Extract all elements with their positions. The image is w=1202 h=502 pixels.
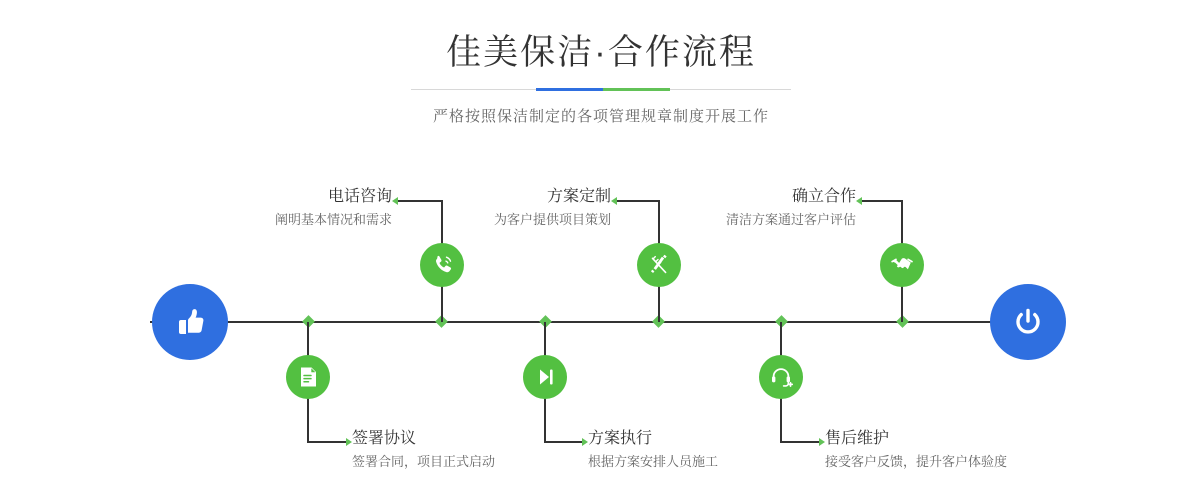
handshake-icon — [889, 252, 915, 278]
step-1-desc: 阐明基本情况和需求 — [274, 212, 392, 227]
step-1-title: 电话咨询 — [327, 188, 392, 205]
divider-accent-blue — [536, 88, 603, 91]
headset-support-icon — [768, 364, 794, 390]
step-6-title: 售后维护 — [825, 430, 890, 447]
header — [0, 30, 1202, 126]
step-4-icon-badge — [523, 355, 567, 399]
step-5-icon-badge — [880, 243, 924, 287]
step-6-desc: 接受客户反馈，提升客户体验度 — [825, 454, 1008, 469]
step-1-icon-badge — [420, 243, 464, 287]
step-2-icon-badge — [286, 355, 330, 399]
step-3-label — [400, 186, 611, 230]
connector-horizontal — [544, 441, 584, 443]
page-subtitle: 严格按照保洁制定的各项管理规章制度开展工作 — [432, 108, 769, 125]
pen-ruler-icon — [646, 252, 672, 278]
step-3-title: 方案定制 — [546, 188, 611, 205]
title-divider — [411, 88, 791, 92]
connector-arrow — [856, 197, 862, 205]
connector-arrow — [392, 197, 398, 205]
step-2-title: 签署协议 — [352, 430, 417, 447]
connector-horizontal — [307, 441, 348, 443]
step-3-icon-badge — [637, 243, 681, 287]
step-5-title: 确立合作 — [791, 188, 856, 205]
end-endpoint — [990, 284, 1066, 360]
step-5-label — [660, 186, 856, 230]
thumbs-up-icon — [170, 302, 210, 342]
connector-arrow — [611, 197, 617, 205]
step-3-desc: 为客户提供项目策划 — [493, 212, 611, 227]
document-edit-icon — [295, 364, 321, 390]
divider-accent-green — [603, 88, 670, 91]
step-6-icon-badge — [759, 355, 803, 399]
page-title: 佳美保洁·合作流程 — [446, 33, 756, 72]
timeline-axis — [150, 321, 1052, 323]
step-2-desc: 签署合同，项目正式启动 — [352, 454, 496, 469]
connector-horizontal — [862, 200, 903, 202]
step-6-label — [825, 428, 1105, 472]
step-5-desc: 清洁方案通过客户评估 — [725, 212, 856, 227]
connector-horizontal — [617, 200, 660, 202]
play-step-icon — [532, 364, 558, 390]
step-4-title: 方案执行 — [588, 430, 653, 447]
phone-icon — [429, 252, 455, 278]
step-4-desc: 根据方案安排人员施工 — [588, 454, 719, 469]
start-endpoint — [152, 284, 228, 360]
step-4-label — [588, 428, 828, 472]
power-icon — [1008, 302, 1048, 342]
connector-horizontal — [780, 441, 821, 443]
step-1-label — [118, 186, 392, 230]
step-2-label — [352, 428, 592, 472]
